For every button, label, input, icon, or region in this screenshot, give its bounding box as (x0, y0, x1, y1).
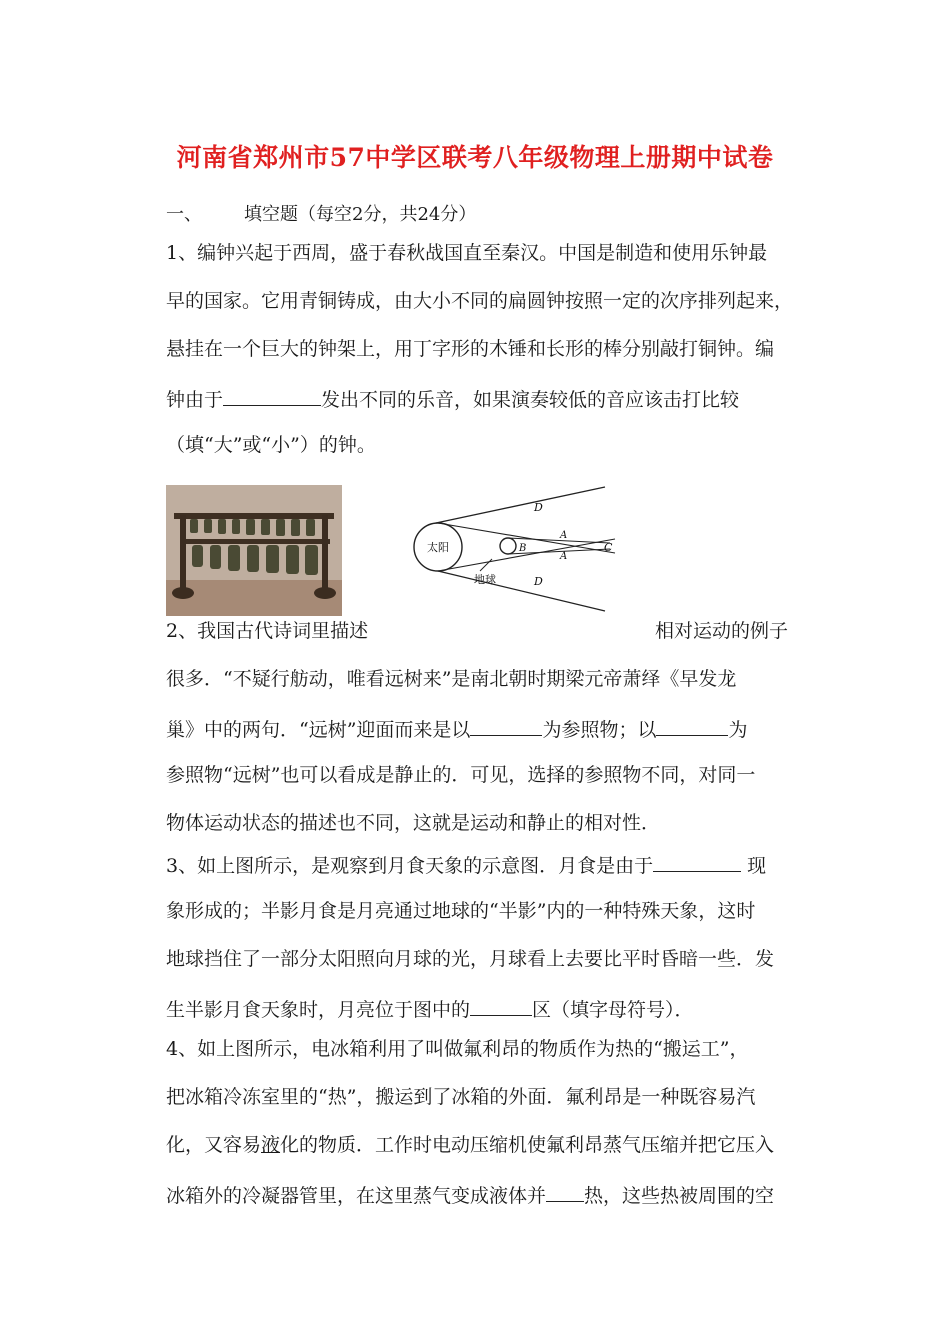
section-heading (166, 203, 788, 227)
bianzhong-photo (166, 485, 342, 616)
sun-label: 太阳 (427, 541, 449, 554)
q1-text: 发出不同的乐音，如果演奏较低的音应该击打比较 (321, 389, 740, 411)
region-label-d-top: D (534, 501, 543, 514)
q4-text: 冰箱外的冷凝器管里，在这里蒸气变成液体并 (166, 1185, 547, 1207)
q1-line-3: 悬挂在一个巨大的钟架上，用丁字形的木锤和长形的棒分别敲打铜钟。编 (166, 338, 775, 360)
q2-line-5: 物体运动状态的描述也不同，这就是运动和静止的相对性． (166, 812, 661, 834)
q3-text: 现 (747, 855, 767, 877)
q3-line-4 (166, 995, 788, 1022)
q2-line-1 (166, 619, 788, 643)
answer-blank[interactable] (656, 715, 728, 736)
answer-blank[interactable] (470, 715, 542, 736)
q3-line-1 (166, 851, 788, 878)
q2-text: 为 (728, 719, 748, 741)
region-label-d-bottom: D (534, 575, 543, 588)
answer-blank[interactable] (223, 385, 321, 406)
q2-line-3 (166, 715, 788, 742)
q3-line-2: 象形成的；半影月食是月亮通过地球的“半影”内的一种特殊天象，这时 (166, 900, 756, 922)
q3-line-3: 地球挡住了一部分太阳照向月球的光，月球看上去要比平时昏暗一些．发 (166, 948, 775, 970)
q4-underlined-text: 液 (261, 1134, 281, 1156)
answer-blank[interactable] (653, 851, 741, 872)
q2-line-4: 参照物“远树”也可以看成是静止的．可见，选择的参照物不同，对同一 (166, 764, 756, 786)
answer-blank[interactable] (546, 1181, 584, 1202)
lunar-eclipse-diagram (410, 483, 620, 615)
q3-text: 3、如上图所示，是观察到月食天象的示意图．月食是由于 (166, 855, 654, 877)
q4-text: 化的物质．工作时电动压缩机使氟利昂蒸气压缩并把它压入 (280, 1134, 775, 1156)
q4-line-1: 4、如上图所示，电冰箱利用了叫做氟利昂的物质作为热的“搬运工”， (166, 1038, 749, 1060)
q1-line-4 (166, 385, 788, 412)
q1-text: 钟由于 (166, 389, 224, 411)
region-label-b: B (519, 543, 527, 554)
q1-line-1: 1、编钟兴起于西周，盛于春秋战国直至秦汉。中国是制造和使用乐钟最 (166, 242, 768, 264)
q1-line-2: 早的国家。它用青铜铸成，由大小不同的扁圆钟按照一定的次序排列起来， (166, 290, 794, 312)
q1-line-5: （填“大”或“小”）的钟。 (166, 434, 376, 456)
answer-blank[interactable] (470, 995, 532, 1016)
earth-circle (500, 538, 516, 554)
q3-text: 生半影月食天象时，月亮位于图中的 (166, 999, 471, 1021)
region-label-a-top: A (560, 530, 568, 541)
q4-line-3 (166, 1133, 788, 1157)
q2-text: 巢》中的两句．“远树”迎面而来是以 (166, 719, 471, 741)
region-label-a-bottom: A (560, 551, 568, 562)
q4-line-4 (166, 1181, 788, 1208)
page-title: 河南省郑州市57中学区联考八年级物理上册期中试卷 (176, 143, 774, 172)
q2-text: 相对运动的例子 (654, 620, 788, 642)
q4-text: 热，这些热被周围的空 (584, 1185, 775, 1207)
section-number: 一、 (166, 204, 202, 225)
section-title: 填空题（每空2分，共24分） (244, 204, 477, 225)
q2-line-2: 很多．“不疑行舫动，唯看远树来”是南北朝时期梁元帝萧绎《早发龙 (166, 668, 737, 690)
q2-text: 2、我国古代诗词里描述 (166, 620, 369, 642)
region-label-c: C (604, 541, 613, 554)
q4-text: 化，又容易 (166, 1134, 262, 1156)
earth-label: 地球 (474, 573, 496, 586)
q3-text: 区（填字母符号）． (532, 999, 694, 1021)
q2-text: 为参照物；以 (542, 719, 657, 741)
q4-line-2: 把冰箱冷冻室里的“热”，搬运到了冰箱的外面．氟利昂是一种既容易汽 (166, 1086, 756, 1108)
